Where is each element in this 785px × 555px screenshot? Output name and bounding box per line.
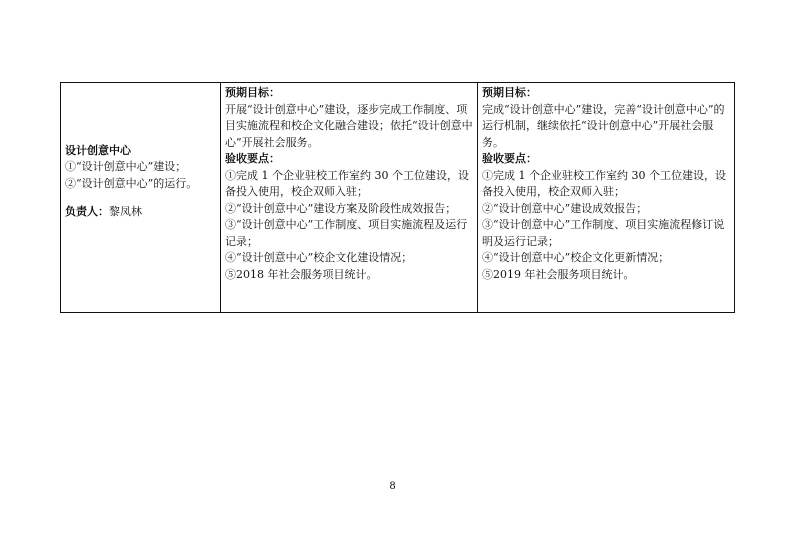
project-owner [65,204,217,221]
owner-label: 负责人： [65,205,109,218]
acceptance-item: ①完成 1 个企业驻校工作室约 30 个工位建设，设备投入使用，校企双师入驻； [482,168,726,198]
project-item: ②“设计创意中心”的运行。 [65,176,198,190]
acceptance-item: ③“设计创意中心”工作制度、项目实施流程修订说明及运行记录； [482,218,725,248]
acceptance-item: ④“设计创意中心”校企文化建设情况； [225,251,413,264]
acceptance-item: ⑤2019 年社会服务项目统计。 [482,267,635,281]
owner-name: 黎凤林 [109,205,142,218]
goal-text: 完成“设计创意中心”建设，完善“设计创意中心”的运行机制，继续依托“设计创意中心”开展社会服务。 [482,102,725,149]
page-number: 8 [389,481,396,492]
acceptance-item: ⑤2018 年社会服务项目统计。 [225,267,378,281]
acceptance-item: ③“设计创意中心”工作制度、项目实施流程及运行记录； [225,218,468,248]
project-title: 设计创意中心 [65,143,131,157]
acceptance-item: ②“设计创意中心”建设方案及阶段性成效报告； [225,201,457,215]
goal-heading: 预期目标： [225,86,280,99]
plan-table [60,82,735,313]
goal-heading: 预期目标： [482,86,537,99]
project-info [65,143,217,221]
acceptance-heading: 验收要点： [482,152,537,165]
acceptance-heading: 验收要点： [225,152,280,165]
table-row [61,83,735,313]
stage-1-cell [221,83,478,313]
acceptance-item: ④“设计创意中心”校企文化更新情况； [482,251,670,264]
stage-2-cell [478,83,735,313]
acceptance-item: ①完成 1 个企业驻校工作室约 30 个工位建设，设备投入使用，校企双师入驻； [225,168,469,198]
project-cell [61,83,221,313]
goal-text: 开展“设计创意中心”建设，逐步完成工作制度、项目实施流程和校企文化融合建设；依托“设计创意中心”开展社会服务。 [225,102,473,149]
project-item: ①“设计创意中心”建设； [65,160,187,173]
acceptance-item: ②“设计创意中心”建设成效报告； [482,201,648,215]
